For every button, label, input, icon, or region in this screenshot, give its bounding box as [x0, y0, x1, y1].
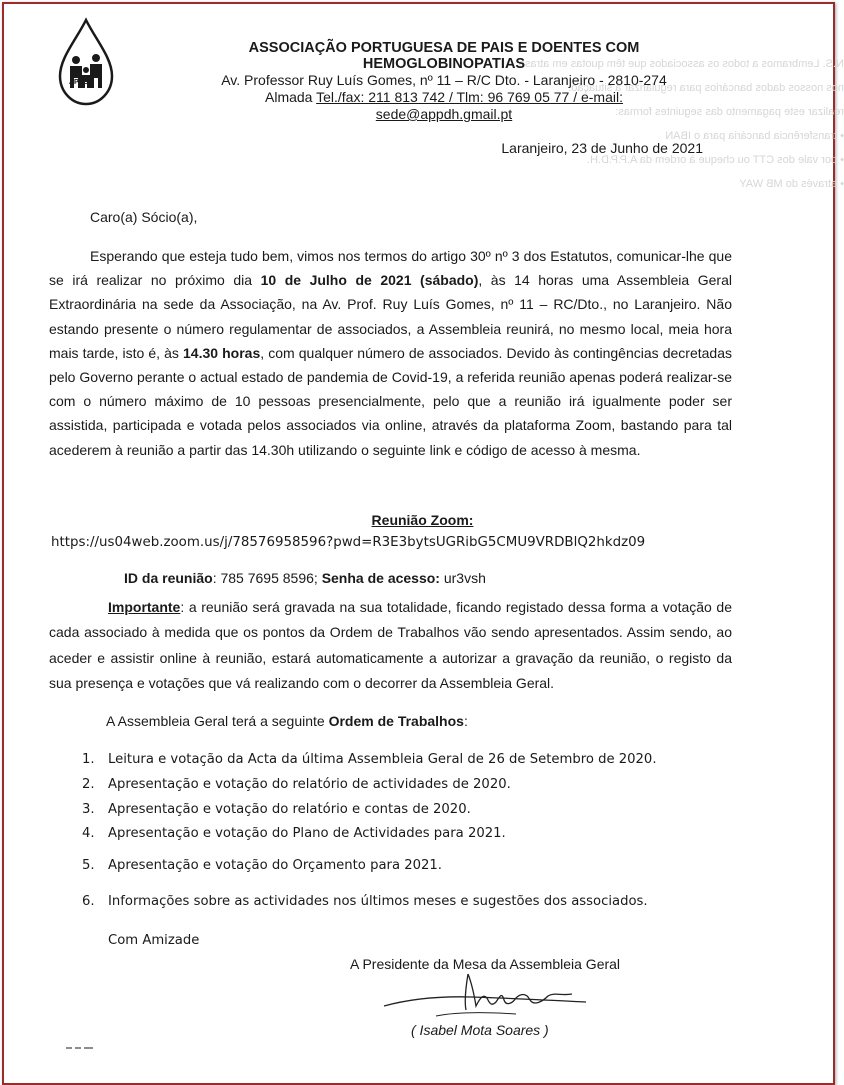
agenda-item-number: 6.: [82, 894, 95, 909]
org-email: sede@appdh.gmail.pt: [375, 106, 513, 122]
zoom-title: Reunião Zoom:: [371, 512, 474, 528]
agenda-intro: [106, 713, 468, 729]
logo-caption: APPDH: [69, 79, 94, 86]
agenda-item-text: Apresentação e votação do relatório de actividades de 2020.: [108, 777, 511, 792]
agenda-item: [82, 802, 471, 817]
handwritten-signature: [376, 966, 596, 1026]
appdh-logo: [54, 18, 118, 106]
zoom-id-value: : 785 7695 8596;: [212, 570, 322, 586]
agenda-intro-bold: Ordem de Trabalhos: [328, 713, 464, 729]
zoom-pass-value: ur3vsh: [439, 570, 486, 586]
agenda-item-text: Informações sobre as actividades nos últimos meses e sugestões dos associados.: [108, 894, 648, 909]
org-address: Av. Professor Ruy Luís Gomes, nº 11 – R/C Dto. - Laranjeiro - 2810-274: [221, 72, 667, 88]
meeting-time: 14.30 horas: [183, 344, 261, 361]
important-label: Importante: [108, 599, 181, 615]
agenda-item-number: 3.: [82, 802, 95, 817]
letterhead: [154, 40, 734, 123]
agenda-item-text: Apresentação e votação do Orçamento para 2021.: [108, 858, 442, 873]
body-text-a: Esperando que esteja tudo bem, vimos nos termos do artigo 30º nº 3 dos Estatutos, comunicar-lhe que se irá realizar no próximo dia: [49, 248, 732, 289]
signatory-role: A Presidente da Mesa da Assembleia Geral: [350, 956, 621, 972]
closing-line: Com Amizade: [108, 933, 200, 948]
org-city: Almada: [265, 89, 313, 105]
agenda-item-number: 1.: [82, 752, 95, 767]
agenda-item-number: 5.: [82, 858, 95, 873]
agenda-item: [82, 777, 511, 792]
org-phone: Tel./fax: 211 813 742 / Tlm: 96 769 05 77 / e-mail:: [316, 89, 623, 105]
important-text: : a reunião será gravada na sua totalidade, ficando registado dessa forma a votação de cada associado à medida que os pontos da Ordem de Trabalhos vão sendo apresentados. Assim sendo, ao aceder e assistir online à reunião, estará automaticamente a autorizar a gravação da reunião, o registo da sua presença e votações que vá realizando com o decorrer da Assembleia Geral.: [49, 599, 732, 691]
meeting-date: 10 de Julho de 2021 (sábado): [260, 272, 479, 289]
zoom-link[interactable]: https://us04web.zoom.us/j/78576958596?pwd=R3E3bytsUGRibG5CMU9VRDBlQ2hkdz09: [51, 535, 646, 550]
important-notice: [49, 595, 732, 696]
salutation: Caro(a) Sócio(a),: [90, 209, 198, 225]
body-text-c: , com qualquer número de associados. Devido às contingências decretadas pelo Governo perante o actual estado de pandemia de Covid-19, a referida reunião apenas poderá realizar-se com o número máximo de 10 pessoas presencialmente, pelo que a reunião irá igualmente poder ser assistida, participada e votada pelos associados via online, através da plataforma Zoom, bastando para tal acederem à reunião a partir das 14.30h utilizando o seguinte link e código de acesso à mesma.: [49, 344, 732, 458]
agenda-item: [82, 858, 442, 873]
zoom-credentials: [124, 570, 486, 586]
org-name-line1: ASSOCIAÇÃO PORTUGUESA DE PAIS E DOENTES COM: [248, 40, 640, 56]
body-text-b: , às 14 horas uma Assembleia Geral Extraordinária na sede da Associação, na Av. Prof. Ruy Luís Gomes, nº 11 – RC/Dto., no Laranjeiro. Não estando presente o número regulamentar de associados, a Assembleia reunirá, no mesmo local, meia hora mais tarde, isto é, às: [49, 272, 732, 361]
org-name-line2: HEMOGLOBINOPATIAS: [362, 56, 526, 72]
agenda-intro-text: A Assembleia Geral terá a seguinte: [106, 713, 329, 729]
org-contact: [154, 89, 734, 106]
signatory-name: ( Isabel Mota Soares ): [411, 1022, 549, 1038]
zoom-pass-label: Senha de acesso:: [321, 570, 440, 586]
agenda-item: [82, 894, 648, 909]
agenda-item: [82, 826, 506, 841]
show-through-text: N.S. Lembramos a todos os associados que têm quotas em atraso. nos nossos dados bancários para regularizar a situação. realizar este pagamento das seguintes formas: • transferência bancária para o IBAN • por vale dos CTT ou cheque à ordem da A.P.P.D.H. • através do MB WAY: [515, 58, 844, 190]
zoom-id-label: ID da reunião: [124, 570, 213, 586]
letter-date: Laranjeiro, 23 de Junho de 2021: [501, 140, 703, 156]
body-paragraph: [49, 244, 732, 462]
agenda-item: [82, 752, 657, 767]
agenda-item-text: Apresentação e votação do relatório e contas de 2020.: [108, 802, 471, 817]
agenda-item-text: Leitura e votação da Acta da última Assembleia Geral de 26 de Setembro de 2020.: [108, 752, 657, 767]
agenda-item-number: 4.: [82, 826, 95, 841]
agenda-item-number: 2.: [82, 777, 95, 792]
page-mark: [66, 1045, 94, 1051]
agenda-item-text: Apresentação e votação do Plano de Actividades para 2021.: [108, 826, 506, 841]
page-frame: [2, 2, 844, 1085]
agenda-intro-end: :: [463, 713, 468, 729]
